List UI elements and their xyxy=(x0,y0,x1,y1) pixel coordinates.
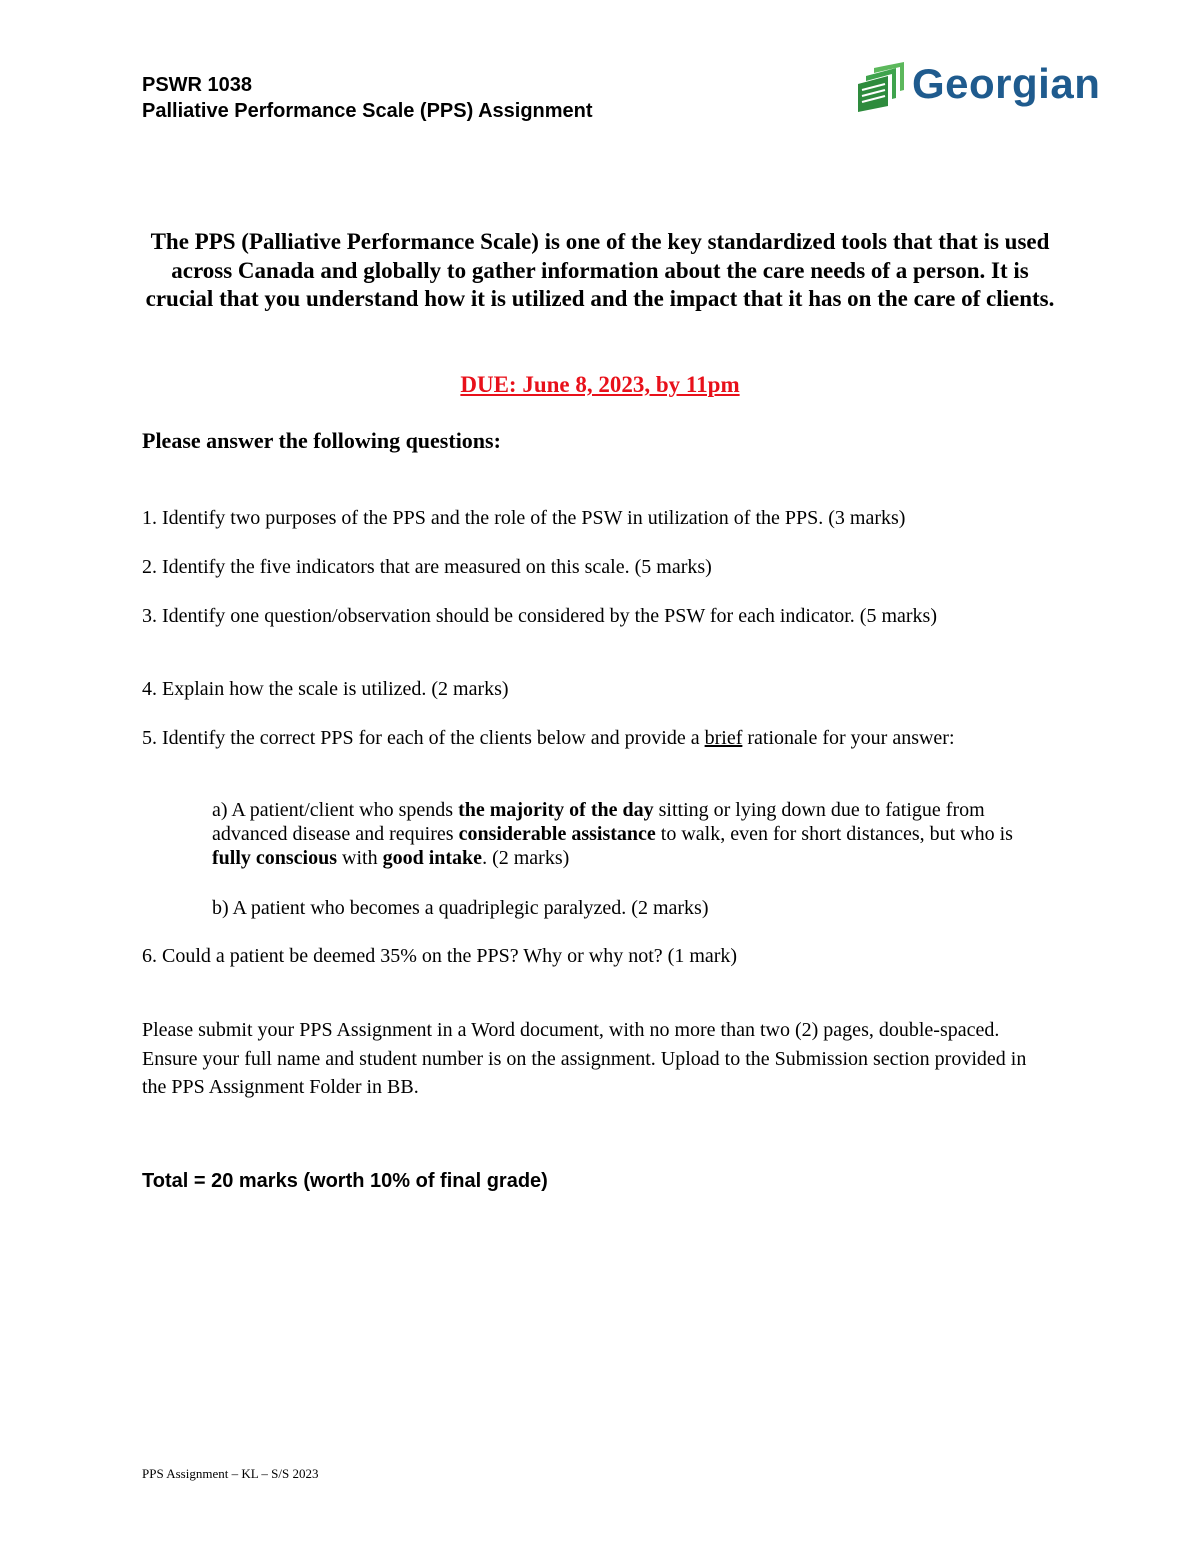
q5a-bold: considerable assistance xyxy=(458,823,656,845)
submission-instructions: Please submit your PPS Assignment in a Word document, with no more than two (2) pages, double-spaced. Ensure your full name and student number is on the assignment. Upload to the Submission section provided in the PPS Assignment Folder in BB. xyxy=(142,1019,1027,1098)
question-5-emphasis: brief xyxy=(704,727,743,749)
question-5b: b) A patient who becomes a quadriplegic paralyzed. (2 marks) xyxy=(212,897,709,919)
question-4: 4. Explain how the scale is utilized. (2 marks) xyxy=(142,678,509,700)
course-code: PSWR 1038 xyxy=(142,74,253,96)
question-5-text: 5. Identify the correct PPS for each of the clients below and provide a xyxy=(142,727,705,749)
georgian-logo xyxy=(852,58,1112,118)
logo-text: Georgian xyxy=(912,60,1101,107)
assignment-title: Palliative Performance Scale (PPS) Assignment xyxy=(142,100,593,122)
instructions-heading: Please answer the following questions: xyxy=(142,428,501,453)
question-5 xyxy=(142,726,1042,750)
q5a-text: a) A patient/client who spends xyxy=(212,799,459,821)
q5a-text: with xyxy=(337,847,383,869)
logo-mark-icon xyxy=(852,62,908,114)
q5a-bold: fully conscious xyxy=(212,847,338,869)
page-footer: PPS Assignment – KL – S/S 2023 xyxy=(142,1466,319,1481)
intro-paragraph: The PPS (Palliative Performance Scale) is one of the key standardized tools that that is used across Canada and globally to gather information about the care needs of a person. It is crucial that you understand how it is utilized and the impact that it has on the care of clients. xyxy=(145,229,1055,311)
question-1: 1. Identify two purposes of the PPS and the role of the PSW in utilization of the PPS. (3 marks) xyxy=(142,507,906,529)
q5a-text: sitting or lying down due to fatigue from advanced disease and requires xyxy=(212,799,985,845)
q5a-bold: good intake xyxy=(382,847,483,869)
q5a-text: . (2 marks) xyxy=(482,847,570,869)
question-6: 6. Could a patient be deemed 35% on the PPS? Why or why not? (1 mark) xyxy=(142,945,738,967)
document-header xyxy=(142,72,593,124)
total-marks: Total = 20 marks (worth 10% of final grade) xyxy=(142,1170,548,1192)
q5a-text: to walk, even for short distances, but who is xyxy=(655,823,1013,845)
question-5a xyxy=(212,798,1042,870)
q5a-bold: the majority of the day xyxy=(458,799,654,821)
question-3: 3. Identify one question/observation should be considered by the PSW for each indicator. (5 marks) xyxy=(142,605,937,627)
question-5-text-end: rationale for your answer: xyxy=(742,727,955,749)
question-2: 2. Identify the five indicators that are measured on this scale. (5 marks) xyxy=(142,556,712,578)
due-date: DUE: June 8, 2023, by 11pm xyxy=(460,372,740,397)
